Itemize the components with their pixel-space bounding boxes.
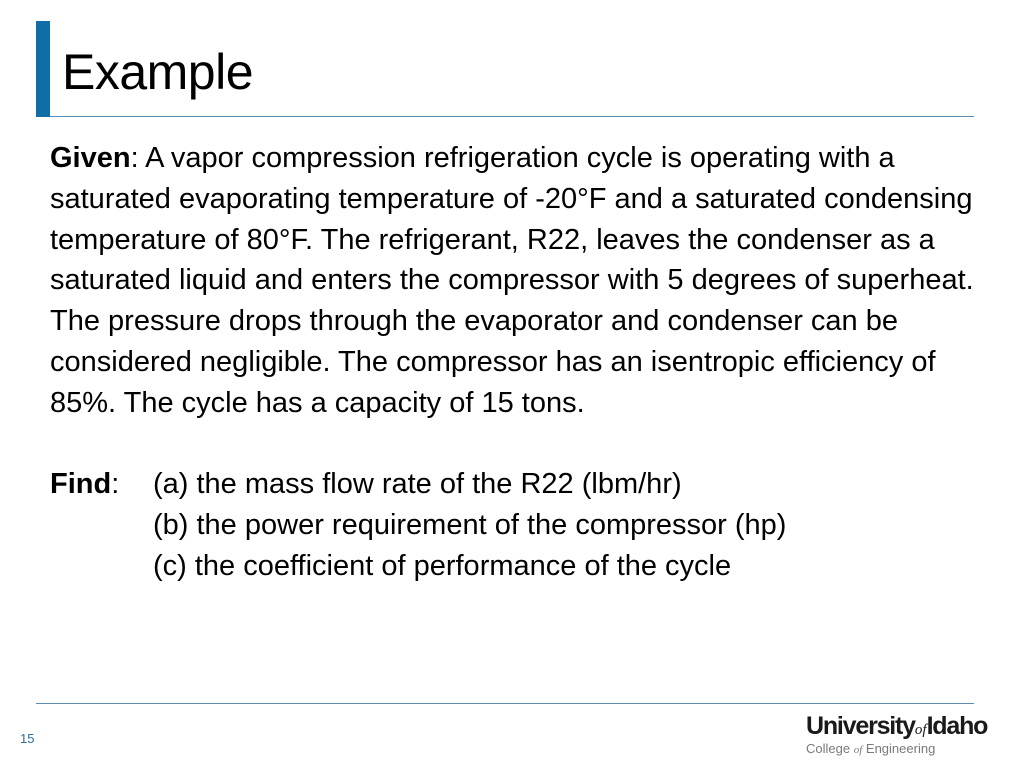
page-number: 15 — [20, 731, 35, 746]
given-paragraph — [50, 138, 980, 424]
title-accent-bar — [36, 21, 50, 117]
find-item-b: (b) the power requirement of the compressor (hp) — [153, 509, 787, 542]
given-text: : A vapor compression refrigeration cycle is operating with a saturated evaporating temperature of -20°F and a saturated condensing temperature of 80°F. The refrigerant, R22, leaves the condenser as a saturated liquid and enters the compressor with 5 degrees of superheat. The pressure drops through the evaporator and condenser can be considered negligible. The compressor has an isentropic efficiency of 85%. The cycle has a capacity of 15 tons. — [50, 142, 974, 419]
find-item-a: (a) the mass flow rate of the R22 (lbm/hr) — [153, 468, 682, 501]
find-colon: : — [111, 468, 120, 501]
given-label: Given — [50, 142, 131, 174]
university-logo — [806, 712, 1016, 762]
logo-college-line: College of Engineering — [806, 741, 936, 756]
find-section — [50, 464, 980, 586]
footer-divider — [36, 703, 974, 704]
logo-wordmark: UniversityofIdaho — [806, 712, 988, 740]
slide-title: Example — [62, 44, 254, 100]
paragraph-spacer — [50, 424, 980, 465]
slide-body — [50, 138, 980, 587]
find-label: Find — [50, 468, 112, 501]
find-items-list — [153, 464, 980, 586]
title-divider — [50, 116, 974, 117]
find-label-column — [50, 464, 153, 586]
find-item-c: (c) the coefficient of performance of the cycle — [153, 549, 732, 582]
